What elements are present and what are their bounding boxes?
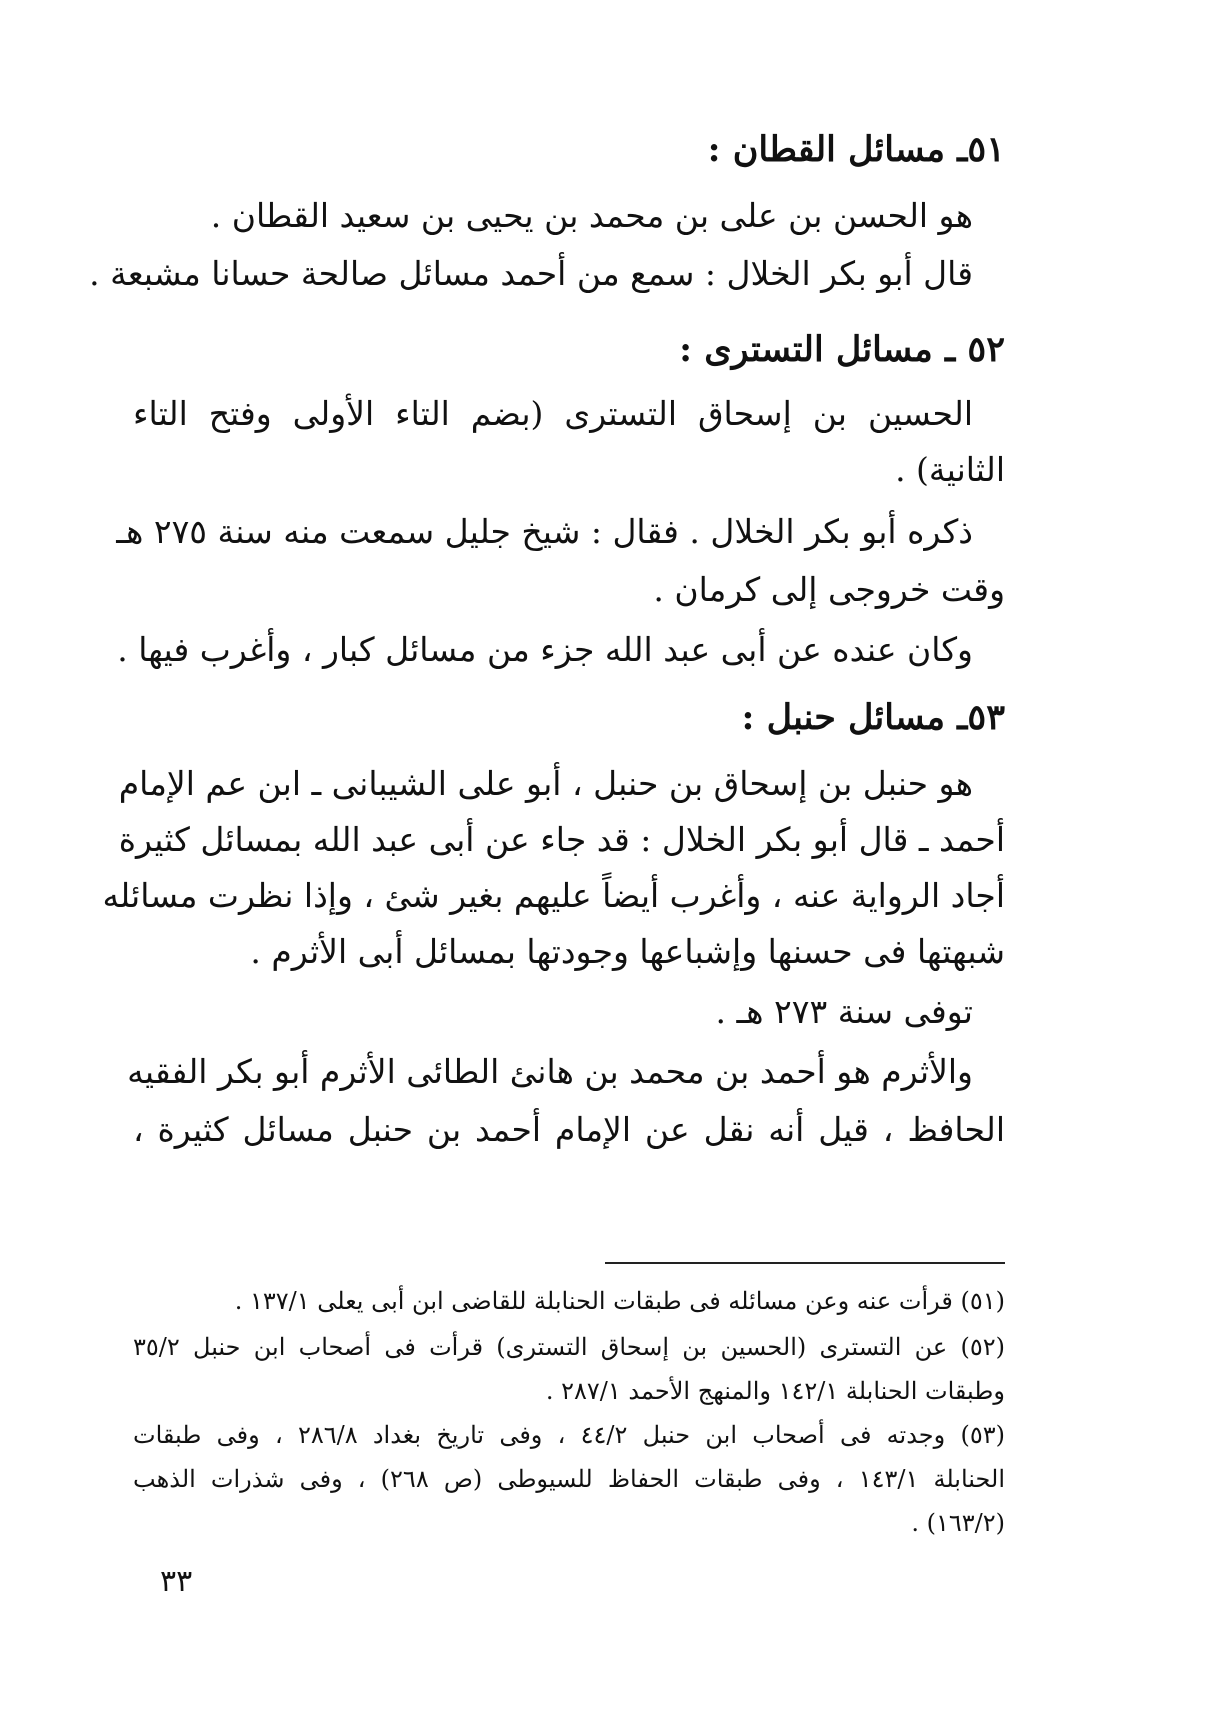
section-53-line-4: شبهتها فى حسنها وإشباعها وجودتها بمسائل أبى الأثرم . xyxy=(250,932,1005,971)
section-53-line-3: أجاد الرواية عنه ، وأغرب أيضاً عليهم بغير شئ ، وإذا نظرت مسائله xyxy=(102,876,1005,915)
section-52-line-5: وكان عنده عن أبى عبد الله جزء من مسائل كبار ، وأغرب فيها . xyxy=(117,630,973,669)
section-51-line-1: هو الحسن بن على بن محمد بن يحيى بن سعيد القطان . xyxy=(210,196,973,235)
footnote-53-line-2: الحنابلة ١٤٣/١ ، وفى طبقات الحفاظ للسيوطى (ص ٢٦٨) ، وفى شذرات الذهب xyxy=(133,1465,1005,1493)
footnote-51: (٥١) قرأت عنه وعن مسائله فى طبقات الحنابلة للقاضى ابن أبى يعلى ١٣٧/١ . xyxy=(234,1287,1005,1315)
section-53-line-7: الحافظ ، قيل أنه نقل عن الإمام أحمد بن حنبل مسائل كثيرة ، xyxy=(133,1110,1005,1149)
section-52-line-2: الثانية) . xyxy=(895,450,1005,489)
footnote-53-line-3: (١٦٣/٢) . xyxy=(911,1509,1005,1537)
section-51-heading: ٥١ـ مسائل القطان : xyxy=(707,129,1005,170)
section-53-line-5: توفى سنة ٢٧٣ هـ . xyxy=(715,992,973,1031)
footnote-52-line-2: وطبقات الحنابلة ١٤٢/١ والمنهج الأحمد ٢٨٧/١ . xyxy=(545,1377,1005,1405)
section-53-line-1: هو حنبل بن إسحاق بن حنبل ، أبو على الشيبانى ـ ابن عم الإمام xyxy=(118,764,973,803)
section-52-line-4: وقت خروجى إلى كرمان . xyxy=(653,570,1005,609)
section-53-line-6: والأثرم هو أحمد بن محمد بن هانئ الطائى الأثرم أبو بكر الفقيه xyxy=(127,1052,973,1091)
section-53-heading: ٥٣ـ مسائل حنبل : xyxy=(741,697,1005,738)
footnote-separator xyxy=(605,1262,1005,1264)
page-number: ٣٣ xyxy=(160,1564,193,1599)
section-52-line-1: الحسين بن إسحاق التسترى (بضم التاء الأولى وفتح التاء xyxy=(133,394,973,433)
footnote-52-line-1: (٥٢) عن التسترى (الحسين بن إسحاق التسترى) قرأت فى أصحاب ابن حنبل ٣٥/٢ xyxy=(133,1333,1005,1361)
section-52-line-3: ذكره أبو بكر الخلال . فقال : شيخ جليل سمعت منه سنة ٢٧٥ هـ xyxy=(116,512,973,551)
footnote-53-line-1: (٥٣) وجدته فى أصحاب ابن حنبل ٤٤/٢ ، وفى تاريخ بغداد ٢٨٦/٨ ، وفى طبقات xyxy=(133,1421,1005,1449)
section-53-line-2: أحمد ـ قال أبو بكر الخلال : قد جاء عن أبى عبد الله بمسائل كثيرة xyxy=(118,820,1005,859)
section-52-heading: ٥٢ ـ مسائل التسترى : xyxy=(679,329,1005,370)
section-51-line-2: قال أبو بكر الخلال : سمع من أحمد مسائل صالحة حسانا مشبعة . xyxy=(89,254,973,293)
